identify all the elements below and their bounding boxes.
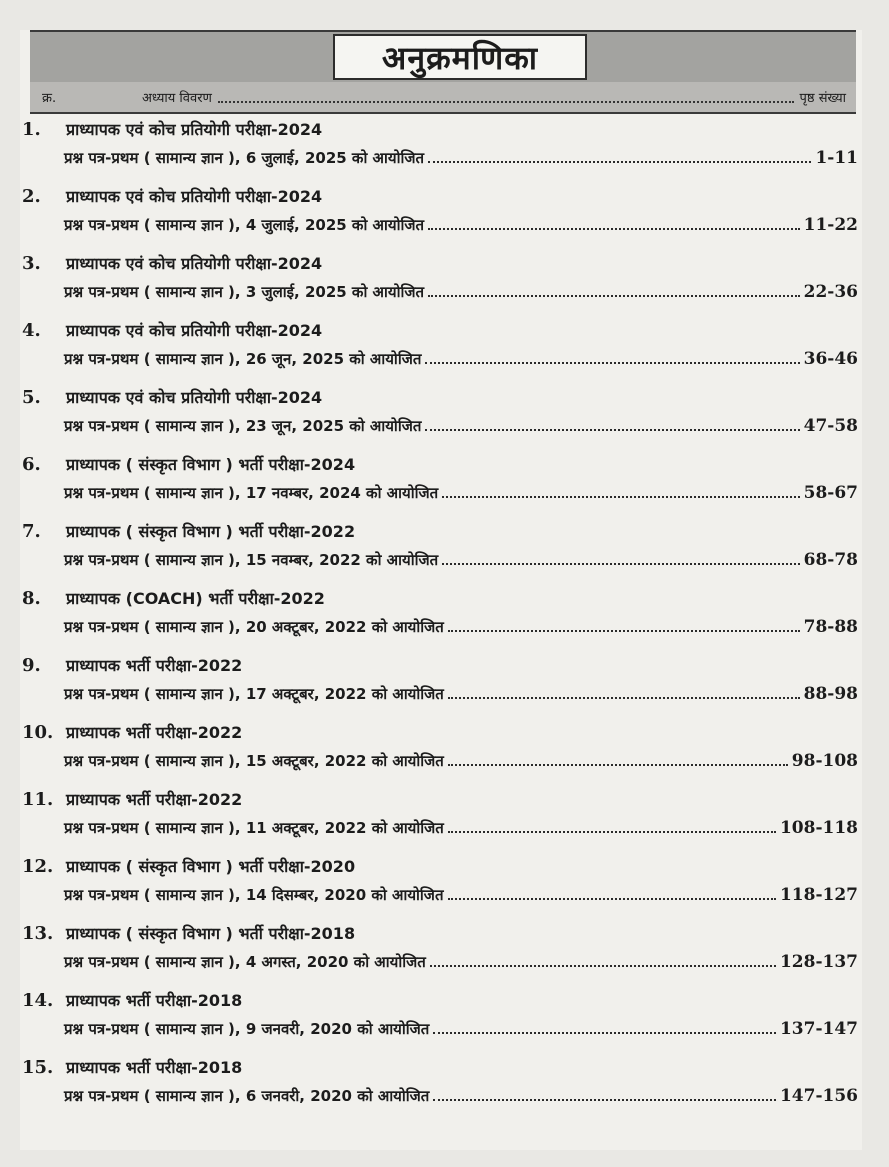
toc-entry — [20, 849, 862, 916]
toc-entry — [20, 179, 862, 246]
toc-entry-exam: प्राध्यापक भर्ती परीक्षा-2022 — [66, 790, 243, 809]
toc-entry-heading — [20, 721, 242, 743]
toc-entry-exam: प्राध्यापक एवं कोच प्रतियोगी परीक्षा-2024 — [66, 187, 323, 206]
toc-entry-number: 14. — [22, 990, 54, 1011]
toc-entry-heading — [20, 386, 322, 408]
toc-list — [20, 112, 862, 1117]
toc-entry-pages: 68-78 — [803, 550, 858, 570]
header-serial: क्र. — [42, 91, 57, 106]
toc-entry-paper: प्रश्न पत्र-प्रथम ( सामान्य ज्ञान ), 9 जनवरी, 2020 को आयोजित — [64, 1020, 430, 1038]
toc-entry-paper: प्रश्न पत्र-प्रथम ( सामान्य ज्ञान ), 14 दिसम्बर, 2020 को आयोजित — [64, 886, 444, 904]
toc-entry-detail — [64, 885, 858, 905]
toc-entry-number: 2. — [22, 186, 41, 207]
toc-entry-paper: प्रश्न पत्र-प्रथम ( सामान्य ज्ञान ), 23 जून, 2025 को आयोजित — [64, 417, 422, 435]
toc-entry-pages: 22-36 — [803, 282, 858, 302]
toc-entry-heading — [20, 118, 322, 140]
toc-entry-detail — [64, 818, 858, 838]
toc-entry-exam: प्राध्यापक ( संस्कृत विभाग ) भर्ती परीक्षा-2020 — [66, 857, 356, 876]
toc-entry-exam: प्राध्यापक एवं कोच प्रतियोगी परीक्षा-2024 — [66, 388, 323, 407]
toc-entry-exam: प्राध्यापक भर्ती परीक्षा-2022 — [66, 723, 243, 742]
toc-entry-heading — [20, 922, 355, 944]
toc-entry-number: 15. — [22, 1057, 54, 1078]
toc-entry — [20, 916, 862, 983]
leader-dots — [442, 551, 799, 565]
leader-dots — [425, 417, 799, 431]
toc-entry-heading — [20, 185, 322, 207]
toc-entry — [20, 380, 862, 447]
toc-entry-detail — [64, 1019, 858, 1039]
toc-entry-detail — [64, 751, 858, 771]
toc-entry-paper: प्रश्न पत्र-प्रथम ( सामान्य ज्ञान ), 17 अक्टूबर, 2022 को आयोजित — [64, 685, 444, 703]
toc-entry-number: 11. — [22, 789, 54, 810]
toc-entry-pages: 118-127 — [779, 885, 858, 905]
toc-entry-heading — [20, 587, 325, 609]
leader-dots — [433, 1020, 776, 1034]
toc-entry-paper: प्रश्न पत्र-प्रथम ( सामान्य ज्ञान ), 4 अगस्त, 2020 को आयोजित — [64, 953, 426, 971]
toc-entry-exam: प्राध्यापक एवं कोच प्रतियोगी परीक्षा-2024 — [66, 321, 323, 340]
index-page — [20, 30, 862, 1150]
toc-entry-number: 6. — [22, 454, 41, 475]
toc-entry-paper: प्रश्न पत्र-प्रथम ( सामान्य ज्ञान ), 17 नवम्बर, 2024 को आयोजित — [64, 484, 439, 502]
toc-entry-pages: 47-58 — [803, 416, 858, 436]
toc-entry-pages: 128-137 — [779, 952, 858, 972]
toc-entry — [20, 447, 862, 514]
toc-entry-heading — [20, 654, 242, 676]
toc-entry-number: 10. — [22, 722, 54, 743]
toc-entry-exam: प्राध्यापक (COACH) भर्ती परीक्षा-2022 — [66, 589, 325, 608]
toc-entry — [20, 514, 862, 581]
toc-entry — [20, 648, 862, 715]
leader-dots — [448, 886, 776, 900]
toc-entry-exam: प्राध्यापक ( संस्कृत विभाग ) भर्ती परीक्षा-2018 — [66, 924, 356, 943]
toc-entry — [20, 246, 862, 313]
toc-entry-number: 12. — [22, 856, 54, 877]
toc-entry-exam: प्राध्यापक भर्ती परीक्षा-2022 — [66, 656, 243, 675]
toc-entry-detail — [64, 282, 858, 302]
toc-entry-paper: प्रश्न पत्र-प्रथम ( सामान्य ज्ञान ), 6 जुलाई, 2025 को आयोजित — [64, 149, 425, 167]
toc-entry-heading — [20, 989, 242, 1011]
toc-entry-number: 8. — [22, 588, 41, 609]
toc-entry-heading — [20, 319, 322, 341]
leader-dots — [430, 953, 776, 967]
toc-entry-heading — [20, 1056, 242, 1078]
toc-entry-paper: प्रश्न पत्र-प्रथम ( सामान्य ज्ञान ), 11 अक्टूबर, 2022 को आयोजित — [64, 819, 444, 837]
toc-entry-number: 7. — [22, 521, 41, 542]
toc-entry-exam: प्राध्यापक एवं कोच प्रतियोगी परीक्षा-2024 — [66, 120, 323, 139]
leader-dots — [442, 484, 799, 498]
leader-dots — [448, 752, 788, 766]
toc-entry-pages: 147-156 — [779, 1086, 858, 1106]
toc-entry-paper: प्रश्न पत्र-प्रथम ( सामान्य ज्ञान ), 15 नवम्बर, 2022 को आयोजित — [64, 551, 439, 569]
toc-entry-detail — [64, 684, 858, 704]
toc-entry-pages: 88-98 — [803, 684, 858, 704]
toc-entry-pages: 98-108 — [791, 751, 858, 771]
leader-dots — [448, 618, 800, 632]
leader-dots — [448, 685, 800, 699]
toc-entry-pages: 137-147 — [779, 1019, 858, 1039]
toc-entry — [20, 782, 862, 849]
toc-entry-detail — [64, 1086, 858, 1106]
toc-entry — [20, 983, 862, 1050]
toc-entry-heading — [20, 453, 355, 475]
toc-entry — [20, 581, 862, 648]
toc-entry-paper: प्रश्न पत्र-प्रथम ( सामान्य ज्ञान ), 26 जून, 2025 को आयोजित — [64, 350, 422, 368]
toc-entry-pages: 58-67 — [803, 483, 858, 503]
toc-entry — [20, 313, 862, 380]
toc-entry-exam: प्राध्यापक एवं कोच प्रतियोगी परीक्षा-2024 — [66, 254, 323, 273]
toc-entry-detail — [64, 215, 858, 235]
header-page-number: पृष्ठ संख्या — [799, 91, 846, 106]
toc-entry-heading — [20, 855, 355, 877]
header-chapter: अध्याय विवरण — [142, 91, 212, 106]
leader-dots — [425, 350, 799, 364]
toc-entry-pages: 36-46 — [803, 349, 858, 369]
toc-entry-heading — [20, 252, 322, 274]
toc-entry-detail — [64, 550, 858, 570]
toc-entry-detail — [64, 617, 858, 637]
toc-entry-exam: प्राध्यापक ( संस्कृत विभाग ) भर्ती परीक्षा-2022 — [66, 522, 356, 541]
header-leader-dots — [218, 91, 794, 103]
table-header — [30, 82, 856, 114]
toc-entry-number: 3. — [22, 253, 41, 274]
toc-entry-detail — [64, 349, 858, 369]
toc-entry-exam: प्राध्यापक भर्ती परीक्षा-2018 — [66, 991, 243, 1010]
leader-dots — [428, 216, 800, 230]
toc-entry-exam: प्राध्यापक भर्ती परीक्षा-2018 — [66, 1058, 243, 1077]
leader-dots — [428, 149, 811, 163]
leader-dots — [428, 283, 800, 297]
toc-entry-paper: प्रश्न पत्र-प्रथम ( सामान्य ज्ञान ), 3 जुलाई, 2025 को आयोजित — [64, 283, 425, 301]
leader-dots — [433, 1087, 776, 1101]
toc-entry-detail — [64, 416, 858, 436]
toc-entry-paper: प्रश्न पत्र-प्रथम ( सामान्य ज्ञान ), 15 अक्टूबर, 2022 को आयोजित — [64, 752, 444, 770]
toc-entry-pages: 108-118 — [779, 818, 858, 838]
toc-entry-detail — [64, 148, 858, 168]
toc-entry-exam: प्राध्यापक ( संस्कृत विभाग ) भर्ती परीक्षा-2024 — [66, 455, 356, 474]
toc-entry-number: 13. — [22, 923, 54, 944]
toc-entry-pages: 1-11 — [815, 148, 858, 168]
toc-entry-heading — [20, 788, 242, 810]
leader-dots — [448, 819, 776, 833]
toc-entry-number: 9. — [22, 655, 41, 676]
toc-entry — [20, 1050, 862, 1117]
toc-entry-number: 5. — [22, 387, 41, 408]
toc-entry-paper: प्रश्न पत्र-प्रथम ( सामान्य ज्ञान ), 4 जुलाई, 2025 को आयोजित — [64, 216, 425, 234]
toc-entry-detail — [64, 952, 858, 972]
toc-entry — [20, 112, 862, 179]
toc-entry-pages: 11-22 — [803, 215, 858, 235]
toc-entry-heading — [20, 520, 355, 542]
toc-entry-number: 4. — [22, 320, 41, 341]
toc-entry-pages: 78-88 — [803, 617, 858, 637]
toc-entry-paper: प्रश्न पत्र-प्रथम ( सामान्य ज्ञान ), 20 अक्टूबर, 2022 को आयोजित — [64, 618, 444, 636]
toc-entry-paper: प्रश्न पत्र-प्रथम ( सामान्य ज्ञान ), 6 जनवरी, 2020 को आयोजित — [64, 1087, 430, 1105]
toc-entry-detail — [64, 483, 858, 503]
toc-entry-number: 1. — [22, 119, 41, 140]
title-band — [30, 30, 856, 84]
toc-entry — [20, 715, 862, 782]
page-title: अनुक्रमणिका — [333, 34, 587, 80]
